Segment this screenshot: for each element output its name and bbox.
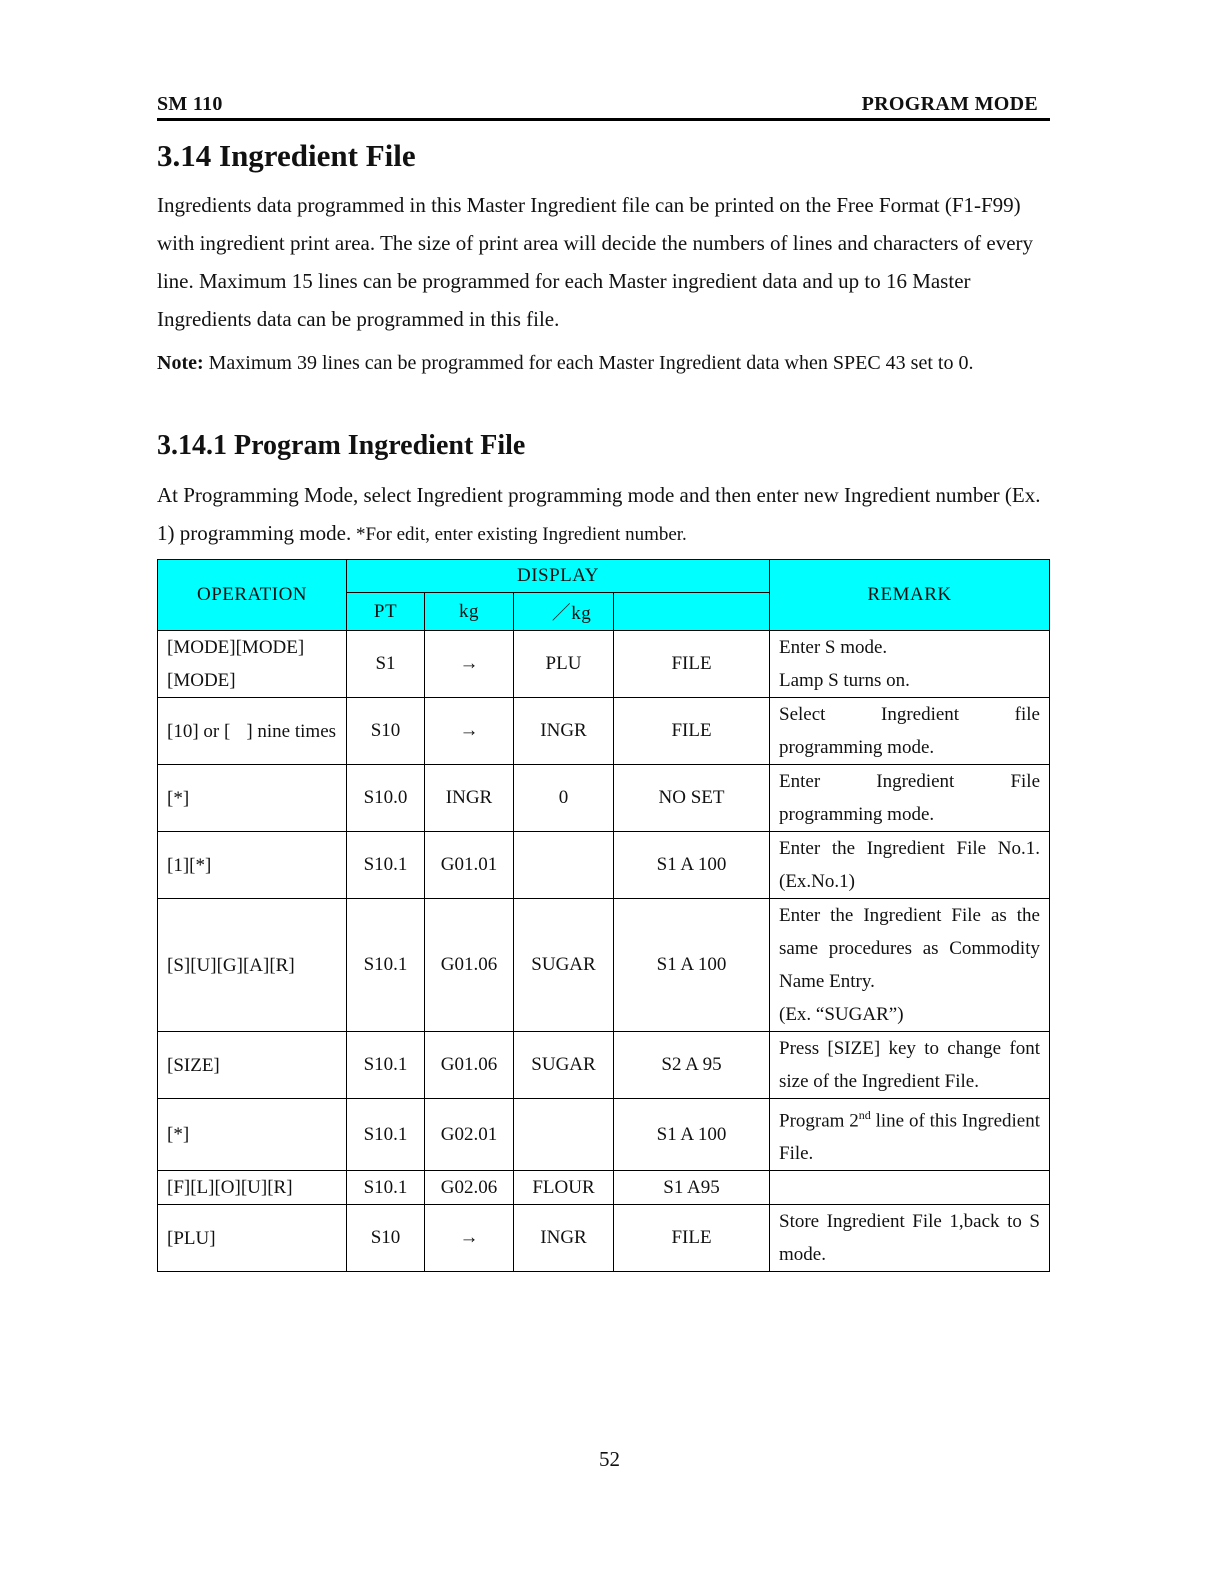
cell-remark-text: Enter the Ingredient File as the same procedures as Commodity Name Entry. — [779, 905, 1040, 992]
section-body: Ingredients data programmed in this Master Ingredient file can be printed on the Free Format (F1-F99) with ingredient print area. The size of print area will decide the numbers of lines and characters of every line. Maximum 15 lines can be programmed for each Master ingredient data and up to 16 Master Ingredients data can be programmed in this file. — [157, 193, 1034, 331]
cell-per-kg: PLU — [514, 631, 614, 698]
header-operation: OPERATION — [158, 560, 347, 631]
cell-per-kg: SUGAR — [514, 899, 614, 1032]
table-row — [158, 1099, 1050, 1171]
operation-table — [157, 559, 1050, 1272]
cell-pt: S10 — [347, 1205, 425, 1272]
cell-pt: S10.1 — [347, 1171, 425, 1205]
cell-price: S2 A 95 — [614, 1032, 770, 1099]
cell-price: S1 A95 — [614, 1171, 770, 1205]
header-per-kg — [514, 593, 614, 631]
table-row — [158, 1032, 1050, 1099]
cell-operation — [158, 698, 347, 765]
header-pt: PT — [347, 593, 425, 631]
cell-kg: G01.01 — [425, 832, 514, 899]
header-price — [614, 593, 770, 631]
cell-remark-sup: nd — [858, 1108, 871, 1122]
subsection-body — [157, 476, 1052, 554]
cell-per-kg: INGR — [514, 1205, 614, 1272]
cell-operation: [*] — [158, 765, 347, 832]
cell-kg: → — [425, 631, 514, 698]
cell-pt: S10.1 — [347, 832, 425, 899]
cell-operation: [PLU] — [158, 1205, 347, 1272]
table-row — [158, 1171, 1050, 1205]
cell-pt: S10.1 — [347, 899, 425, 1032]
cell-per-kg: FLOUR — [514, 1171, 614, 1205]
running-header — [157, 90, 1050, 121]
cell-operation-a: [10] or [ — [167, 720, 231, 742]
currency-icon — [536, 604, 552, 622]
cell-remark — [770, 899, 1050, 1032]
cell-price: S1 A 100 — [614, 1099, 770, 1171]
cell-remark-b: line of this Ingredient File. — [779, 1110, 1040, 1165]
cell-per-kg: 0 — [514, 765, 614, 832]
subsection-body-text: At Programming Mode, select Ingredient programming mode and then enter new Ingredient number (Ex. 1) programming mode. — [157, 483, 1041, 545]
cell-per-kg — [514, 1099, 614, 1171]
cell-operation: [MODE][MODE] [MODE] — [158, 631, 347, 698]
cell-pt: S10.1 — [347, 1032, 425, 1099]
cell-pt: S10 — [347, 698, 425, 765]
cell-per-kg — [514, 832, 614, 899]
section-title: 3.14 Ingredient File — [157, 138, 416, 173]
cell-operation: [S][U][G][A][R] — [158, 899, 347, 1032]
cell-remark-example: (Ex. “SUGAR”) — [779, 1004, 904, 1025]
cell-remark: Select Ingredient file programming mode. — [770, 698, 1050, 765]
header-display: DISPLAY — [347, 560, 770, 593]
note-text: Maximum 39 lines can be programmed for each Master Ingredient data when SPEC 43 set to 0. — [203, 352, 974, 374]
cell-pt: S10.1 — [347, 1099, 425, 1171]
cell-kg: INGR — [425, 765, 514, 832]
cell-price: S1 A 100 — [614, 899, 770, 1032]
note-label: Note: — [157, 352, 204, 374]
cell-per-kg: INGR — [514, 698, 614, 765]
currency-icon — [684, 602, 700, 620]
cell-price: S1 A 100 — [614, 832, 770, 899]
subsection-body-small: *For edit, enter existing Ingredient number. — [351, 524, 687, 545]
header-remark: REMARK — [770, 560, 1050, 631]
cell-remark: Enter Ingredient File programming mode. — [770, 765, 1050, 832]
cell-pt: S1 — [347, 631, 425, 698]
cell-operation: [SIZE] — [158, 1032, 347, 1099]
cell-kg: G01.06 — [425, 1032, 514, 1099]
cell-remark — [770, 1099, 1050, 1171]
cell-price: FILE — [614, 631, 770, 698]
cell-price: FILE — [614, 698, 770, 765]
header-model: SM 110 — [157, 93, 223, 115]
table-row — [158, 765, 1050, 832]
cell-operation: [F][L][O][U][R] — [158, 1171, 347, 1205]
header-chapter: PROGRAM MODE — [861, 93, 1038, 115]
cell-remark: Enter S mode. Lamp S turns on. — [770, 631, 1050, 698]
table-row — [158, 899, 1050, 1032]
cell-kg: → — [425, 1205, 514, 1272]
section-note — [157, 352, 973, 375]
cell-remark: Store Ingredient File 1,back to S mode. — [770, 1205, 1050, 1272]
cell-price: FILE — [614, 1205, 770, 1272]
cell-pt: S10.0 — [347, 765, 425, 832]
page-number: 52 — [599, 1447, 620, 1471]
subsection-title: 3.14.1 Program Ingredient File — [157, 430, 526, 461]
cell-per-kg: SUGAR — [514, 1032, 614, 1099]
header-kg: kg — [425, 593, 514, 631]
cell-kg: G01.06 — [425, 899, 514, 1032]
cell-operation: [*] — [158, 1099, 347, 1171]
table-row — [158, 832, 1050, 899]
cell-remark-a: Program 2 — [779, 1110, 859, 1132]
cell-remark: Enter the Ingredient File No.1.(Ex.No.1) — [770, 832, 1050, 899]
cell-kg: G02.01 — [425, 1099, 514, 1171]
cell-kg: → — [425, 698, 514, 765]
cell-operation-b: ] nine times — [246, 720, 337, 742]
cell-remark: Press [SIZE] key to change font size of the Ingredient File. — [770, 1032, 1050, 1099]
table-row — [158, 631, 1050, 698]
arrow-key-icon — [230, 722, 246, 740]
table-row — [158, 698, 1050, 765]
cell-kg: G02.06 — [425, 1171, 514, 1205]
cell-price: NO SET — [614, 765, 770, 832]
cell-operation: [1][*] — [158, 832, 347, 899]
cell-remark — [770, 1171, 1050, 1205]
table-row — [158, 1205, 1050, 1272]
header-per-kg-label: ／kg — [551, 603, 592, 624]
